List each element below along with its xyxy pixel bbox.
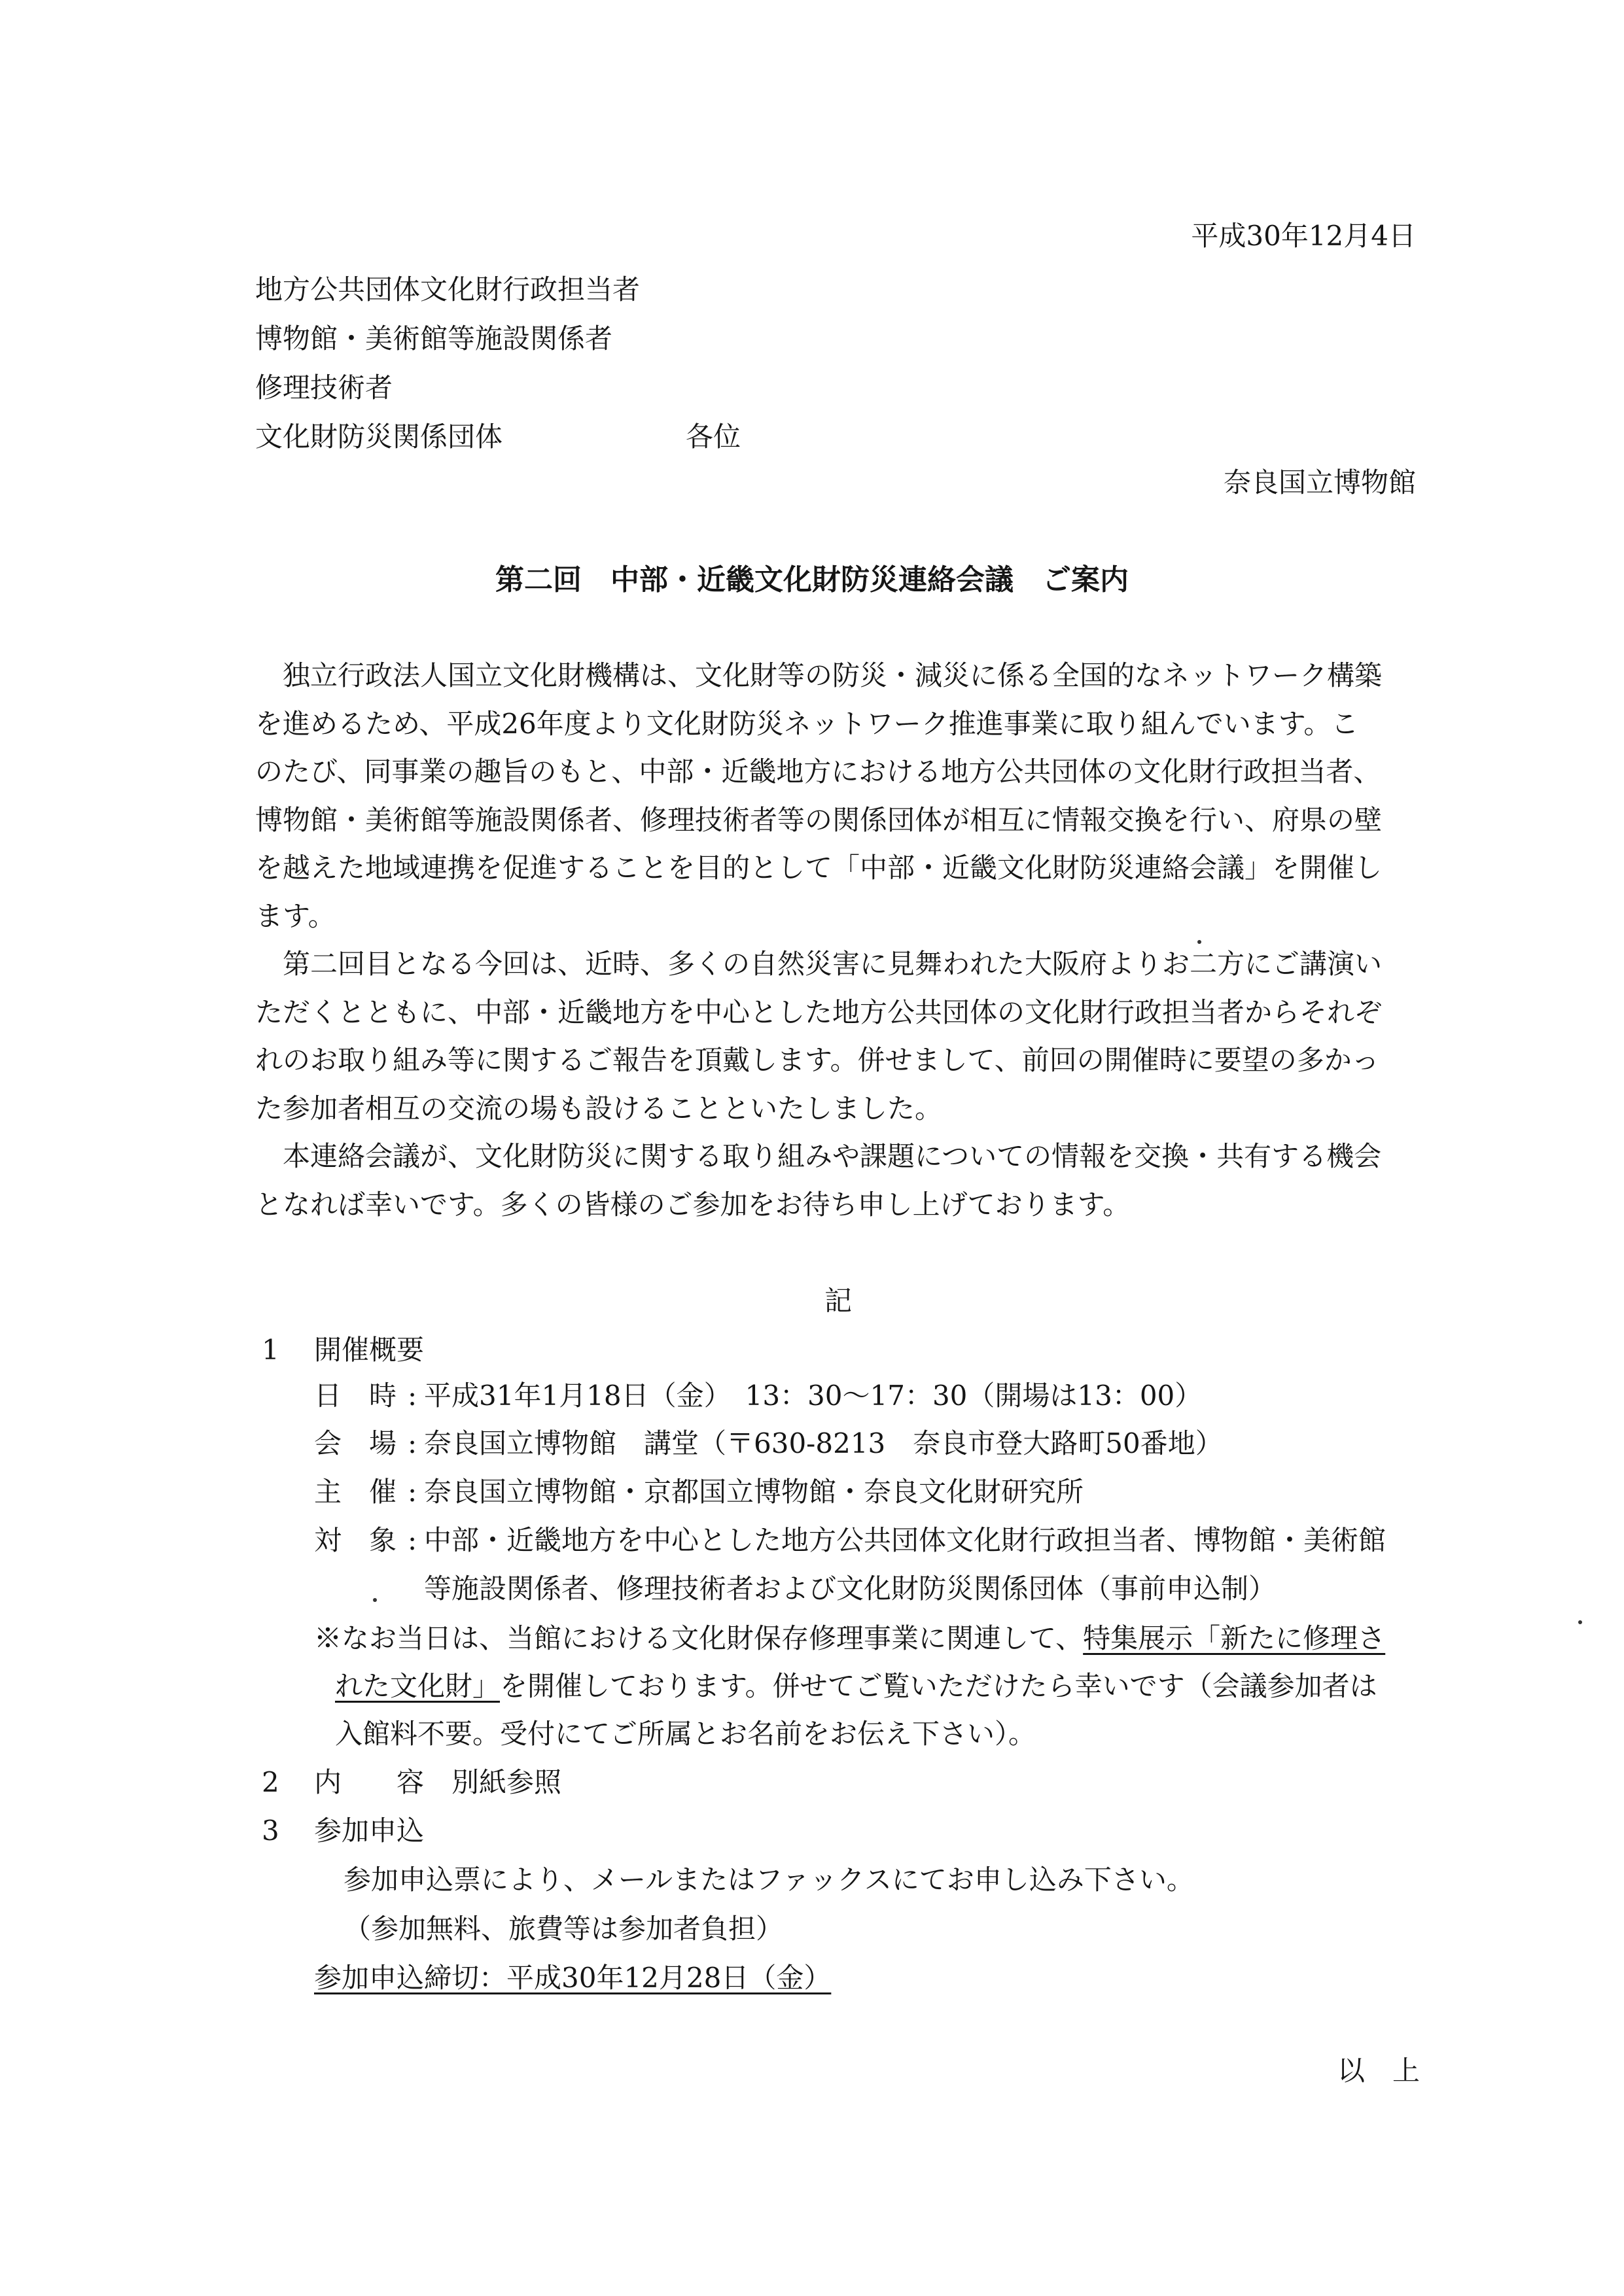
paragraph-line: た参加者相互の交流の場も設けることといたしました。 [255,1092,943,1124]
ki-mark: 記 [824,1285,853,1317]
paragraph-line: 第二回目となる今回は、近時、多くの自然災害に見舞われた大阪府よりお二方にご講演い [255,948,1383,980]
exhibition-link-part-1: 特集展示「新たに修理さ [1083,1622,1386,1654]
section-3-number: 3 [262,1815,279,1847]
section-1-heading: 開催概要 [314,1334,425,1366]
paragraph-line: のたび、同事業の趣旨のもと、中部・近畿地方における地方公共団体の文化財行政担当者、 [255,756,1381,788]
addressee-2: 博物館・美術館等施設関係者 [255,322,613,355]
venue-value: 奈良国立博物館 講堂（〒630-8213 奈良市登大路町50番地） [424,1427,1223,1459]
paragraph-line: 独立行政法人国立文化財機構は、文化財等の防災・減災に係る全国的なネットワーク構築 [255,659,1383,691]
target-value: 中部・近畿地方を中心とした地方公共団体文化財行政担当者、博物館・美術館 [424,1524,1386,1556]
section-2-value: 別紙参照 [451,1766,562,1798]
addressee-3: 修理技術者 [255,372,393,404]
note-line-3: 入館料不要。受付にてご所属とお名前をお伝え下さい）。 [335,1718,1036,1750]
organizer-label: 主 催 [314,1476,397,1508]
application-deadline: 参加申込締切：平成30年12月28日（金） [314,1962,832,1994]
exhibition-link-part-2: れた文化財」 [335,1670,501,1702]
datetime-label: 日 時 [314,1380,397,1412]
datetime-value: 平成31年1月18日（金） 13：30〜17：30（開場は13：00） [424,1380,1203,1412]
addressee-4: 文化財防災関係団体 [255,421,503,453]
document-title: 第二回 中部・近畿文化財防災連絡会議 ご案内 [495,563,1129,597]
closing-mark: 以 上 [1337,2055,1420,2087]
body-paragraph-3 [255,1132,1420,1228]
paragraph-line: ます。 [255,899,336,932]
paragraph-line: を越えた地域連携を促進することを目的として「中部・近畿文化財防災連絡会議」を開催し [255,852,1383,884]
colon: : [408,1427,417,1459]
section-2-number: 2 [262,1766,279,1798]
paragraph-line: 博物館・美術館等施設関係者、修理技術者等の関係団体が相互に情報交換を行い、府県の壁 [255,803,1383,836]
colon: : [408,1380,417,1412]
scan-speck [1197,940,1201,944]
paragraph-line: ただくとともに、中部・近畿地方を中心とした地方公共団体の文化財行政担当者からそれぞ [255,996,1383,1028]
sender-name: 奈良国立博物館 [1223,466,1416,498]
body-paragraph-1 [255,652,1420,940]
colon: : [408,1476,417,1508]
scan-speck [373,1598,377,1602]
paragraph-line: となれば幸いです。多くの皆様のご参加をお待ち申し上げております。 [255,1188,1131,1221]
paragraph-line: を進めるため、平成26年度より文化財防災ネットワーク推進事業に取り組んでいます。こ [255,707,1359,740]
document-date: 平成30年12月4日 [1191,220,1416,252]
section-3-heading: 参加申込 [314,1815,425,1847]
note-line-1 [314,1622,1386,1654]
section-2-heading: 内 容 [314,1766,425,1798]
section-1-number: 1 [262,1334,279,1366]
organizer-value: 奈良国立博物館・京都国立博物館・奈良文化財研究所 [424,1476,1084,1508]
body-paragraph-2 [255,940,1420,1132]
target-label: 対 象 [314,1524,397,1556]
application-cost-note: （参加無料、旅費等は参加者負担） [344,1913,784,1945]
addressee-suffix: 各位 [686,421,741,453]
application-method: 参加申込票により、メールまたはファックスにてお申し込み下さい。 [344,1864,1194,1896]
scan-speck [1578,1620,1582,1624]
paragraph-line: 本連絡会議が、文化財防災に関する取り組みや課題についての情報を交換・共有する機会 [255,1140,1382,1172]
paragraph-line: れのお取り組み等に関するご報告を頂戴します。併せまして、前回の開催時に要望の多かっ [255,1044,1379,1076]
venue-label: 会 場 [314,1427,397,1459]
addressee-1: 地方公共団体文化財行政担当者 [255,273,641,305]
note-rest: を開催しております。併せてご覧いただけたら幸いです（会議参加者は [500,1670,1377,1702]
note-prefix: ※なお当日は、当館における文化財保存修理事業に関連して、 [314,1622,1084,1654]
colon: : [408,1524,417,1556]
target-value-continued: 等施設関係者、修理技術者および文化財防災関係団体（事前申込制） [424,1573,1277,1605]
note-line-2 [335,1670,1377,1702]
